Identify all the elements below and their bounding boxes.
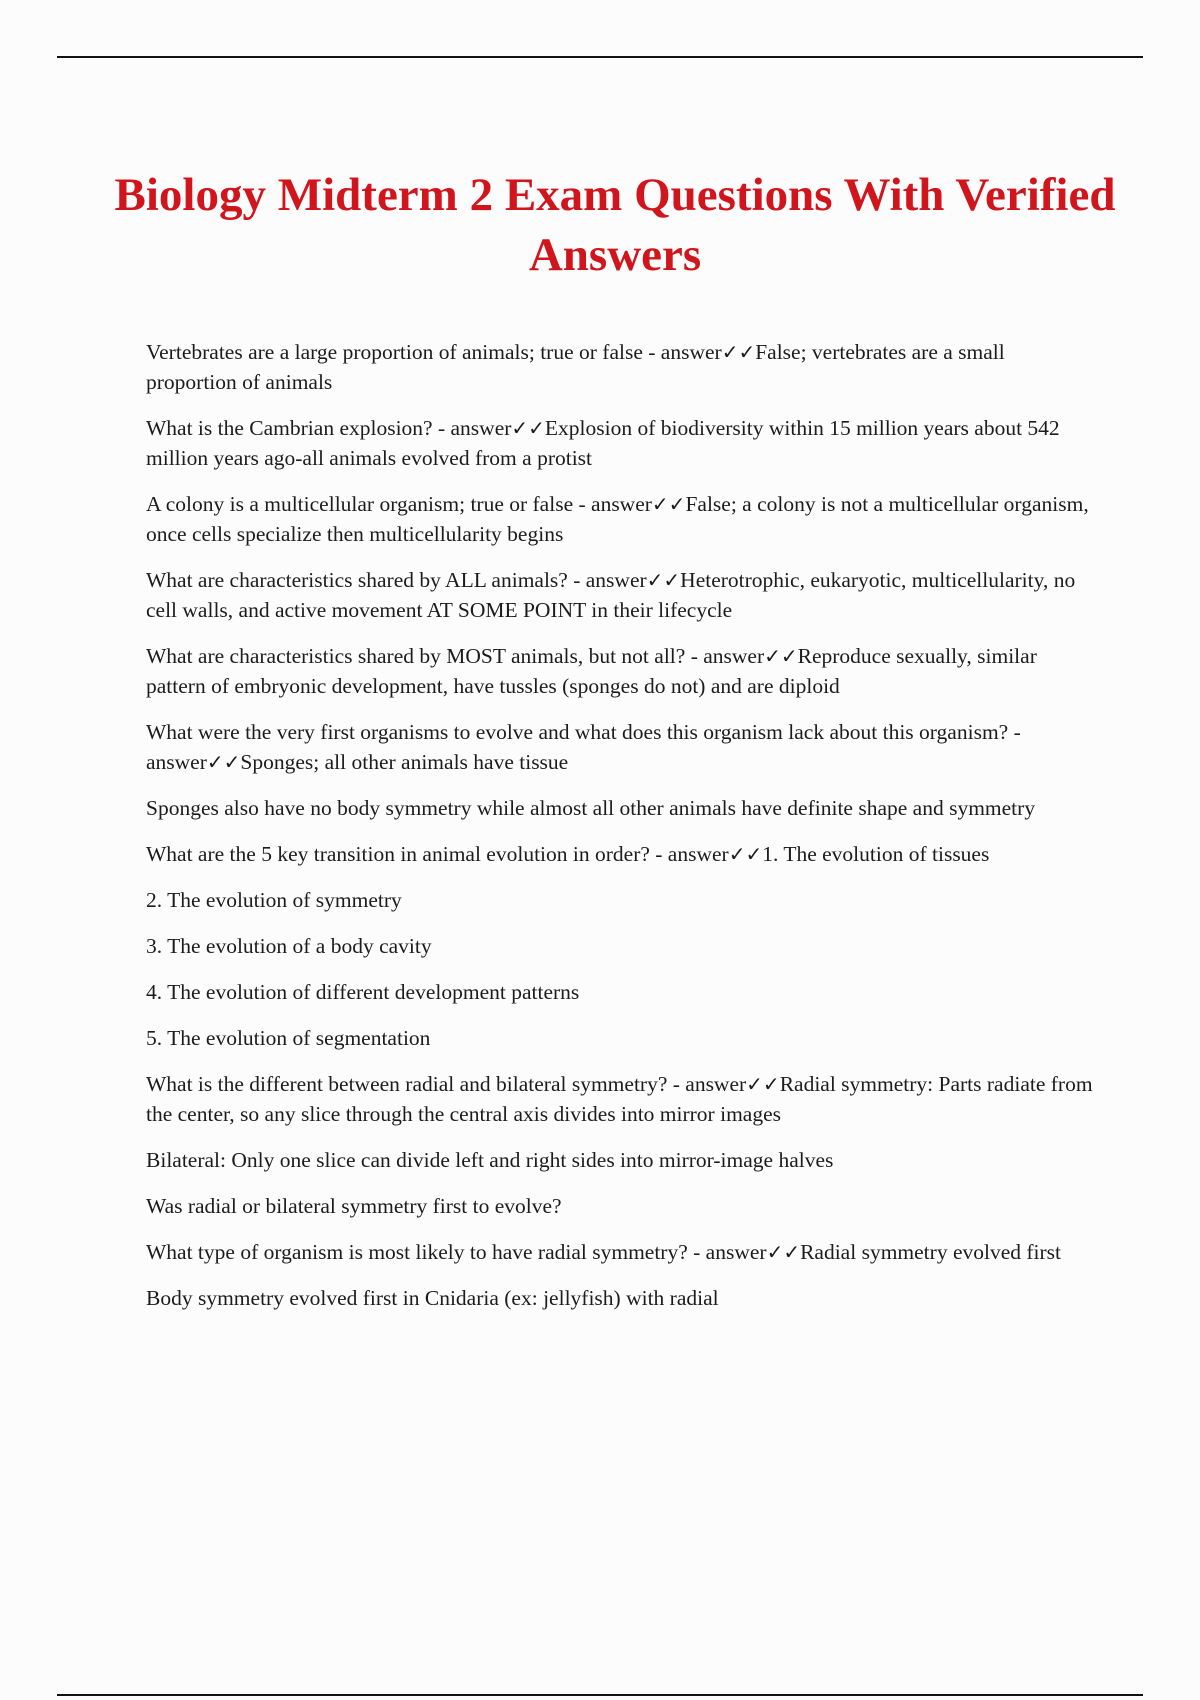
text-paragraph: Body symmetry evolved first in Cnidaria (ex: jellyfish) with radial [146,1286,719,1310]
check-mark-icon: ✓✓ [511,416,545,440]
qa-paragraph [146,489,1096,549]
answer-text: False; vertebrates are a small proportion of animals [146,340,1005,394]
text-paragraph: Was radial or bilateral symmetry first to evolve? [146,1194,562,1218]
qa-paragraph [146,337,1096,397]
qa-paragraph [146,641,1096,701]
question-text: What type of organism is most likely to have radial symmetry? - answer [146,1240,767,1264]
answer-text: Sponges; all other animals have tissue [240,750,569,774]
question-text: A colony is a multicellular organism; true or false - answer [146,492,652,516]
document-title: Biology Midterm 2 Exam Questions With Verified Answers [114,169,1116,281]
answer-text: Heterotrophic, eukaryotic, multicellularity, no cell walls, and active movement AT SOME POINT in their lifecycle [146,568,1076,622]
list-item: 3. The evolution of a body cavity [146,934,432,958]
qa-paragraph [146,717,1096,777]
question-text: Vertebrates are a large proportion of animals; true or false - answer [146,340,722,364]
check-mark-icon: ✓✓ [206,750,241,774]
check-mark-icon: ✓✓ [728,842,763,866]
answer-text: Reproduce sexually, similar pattern of embryonic development, have tussles (sponges do not) and are diploid [146,644,1037,698]
check-mark-icon: ✓✓ [721,340,756,364]
question-text: What is the Cambrian explosion? - answer [146,416,512,440]
check-mark-icon: ✓✓ [766,1240,801,1264]
question-text: What are characteristics shared by MOST animals, but not all? - answer [146,644,765,668]
list-item: 4. The evolution of different development patterns [146,980,580,1004]
top-rule-divider [57,56,1143,58]
question-text: What were the very first organisms to evolve and what does this organism lack about this organism? - answer [146,720,1021,774]
list-item: 2. The evolution of symmetry [146,888,402,912]
question-text: What is the different between radial and bilateral symmetry? - answer [146,1072,747,1096]
text-paragraph: Bilateral: Only one slice can divide left and right sides into mirror-image halves [146,1148,834,1172]
text-paragraph: Sponges also have no body symmetry while almost all other animals have definite shape and symmetry [146,796,1036,820]
qa-paragraph [146,839,1096,869]
qa-paragraph [146,413,1096,473]
qa-paragraph [146,565,1096,625]
answer-text: False; a colony is not a multicellular organism, once cells specialize then multicellularity begins [146,492,1089,546]
answer-text: 1. The evolution of tissues [762,842,990,866]
check-mark-icon: ✓✓ [646,568,681,592]
list-item: 5. The evolution of segmentation [146,1026,431,1050]
question-text: What are the 5 key transition in animal evolution in order? - answer [146,842,729,866]
qa-paragraph [146,1069,1096,1129]
answer-text: Radial symmetry evolved first [800,1240,1062,1264]
answer-text: Explosion of biodiversity within 15 million years about 542 million years ago-all animals evolved from a protist [146,416,1060,470]
question-text: What are characteristics shared by ALL animals? - answer [146,568,647,592]
qa-paragraph [146,1237,1096,1267]
check-mark-icon: ✓✓ [764,644,798,668]
bottom-rule-divider [57,1694,1143,1696]
answer-text: Radial symmetry: Parts radiate from the center, so any slice through the central axis divides into mirror images [146,1072,1093,1126]
check-mark-icon: ✓✓ [651,492,686,516]
document-body [146,337,1096,1329]
check-mark-icon: ✓✓ [746,1072,780,1096]
